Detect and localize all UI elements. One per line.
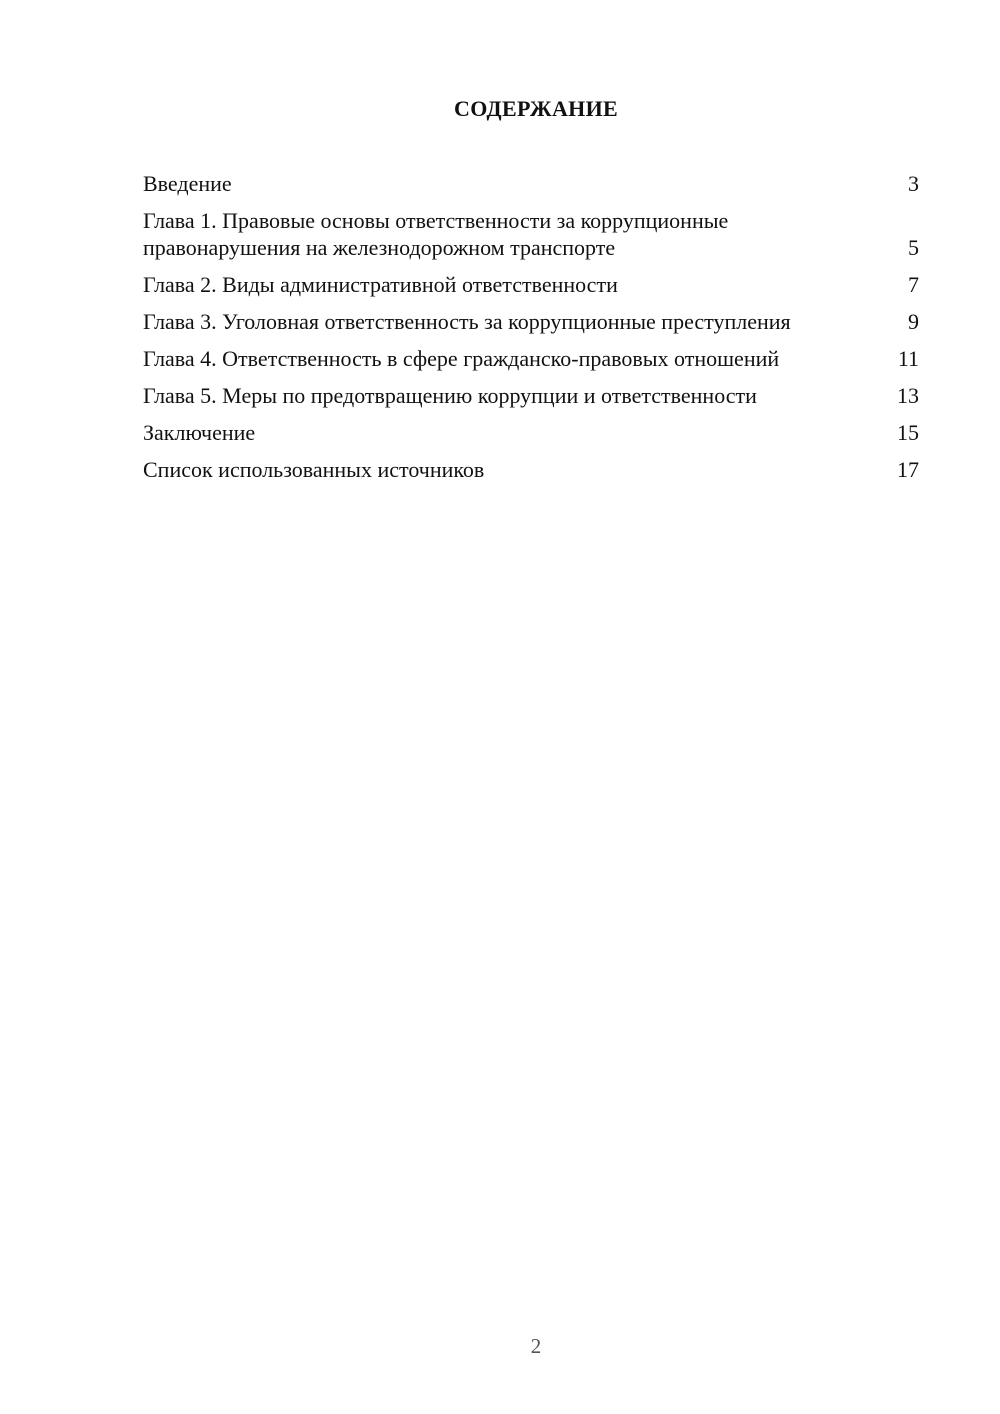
toc-item-chapter-1[interactable] bbox=[143, 207, 919, 261]
toc-item-introduction[interactable] bbox=[143, 170, 919, 197]
toc-item-page-number: 13 bbox=[897, 383, 919, 408]
toc-item-chapter-2[interactable] bbox=[143, 271, 919, 298]
toc-item-label: Глава 2. Виды административной ответственности bbox=[143, 272, 618, 297]
toc-item-label: Заключение bbox=[143, 420, 256, 445]
toc-item-conclusion[interactable] bbox=[143, 419, 919, 446]
toc-item-label: Глава 5. Меры по предотвращению коррупции и ответственности bbox=[143, 383, 757, 408]
toc-item-page-number: 5 bbox=[908, 235, 919, 260]
toc-item-chapter-4[interactable] bbox=[143, 345, 919, 372]
toc-item-page-number: 7 bbox=[908, 272, 919, 297]
toc-item-chapter-5[interactable] bbox=[143, 382, 919, 409]
toc-item-page-number: 3 bbox=[908, 171, 919, 196]
table-of-contents bbox=[143, 170, 919, 493]
toc-item-label: Введение bbox=[143, 171, 232, 196]
toc-item-label: Глава 4. Ответственность в сфере гражданско-правовых отношений bbox=[143, 346, 780, 371]
toc-item-label: Список использованных источников bbox=[143, 457, 485, 482]
page-title: СОДЕРЖАНИЕ bbox=[454, 96, 618, 121]
page-number: 2 bbox=[530, 1334, 542, 1358]
toc-item-label: Глава 1. Правовые основы ответственности за коррупционные правонарушения на железнодорожном транспорте bbox=[143, 208, 729, 260]
toc-item-page-number: 11 bbox=[897, 346, 919, 371]
toc-item-page-number: 15 bbox=[897, 420, 919, 445]
toc-item-chapter-3[interactable] bbox=[143, 308, 919, 335]
toc-item-page-number: 17 bbox=[897, 457, 919, 482]
toc-item-label: Глава 3. Уголовная ответственность за коррупционные преступления bbox=[143, 309, 791, 334]
toc-item-references[interactable] bbox=[143, 456, 919, 483]
toc-item-page-number: 9 bbox=[908, 309, 919, 334]
